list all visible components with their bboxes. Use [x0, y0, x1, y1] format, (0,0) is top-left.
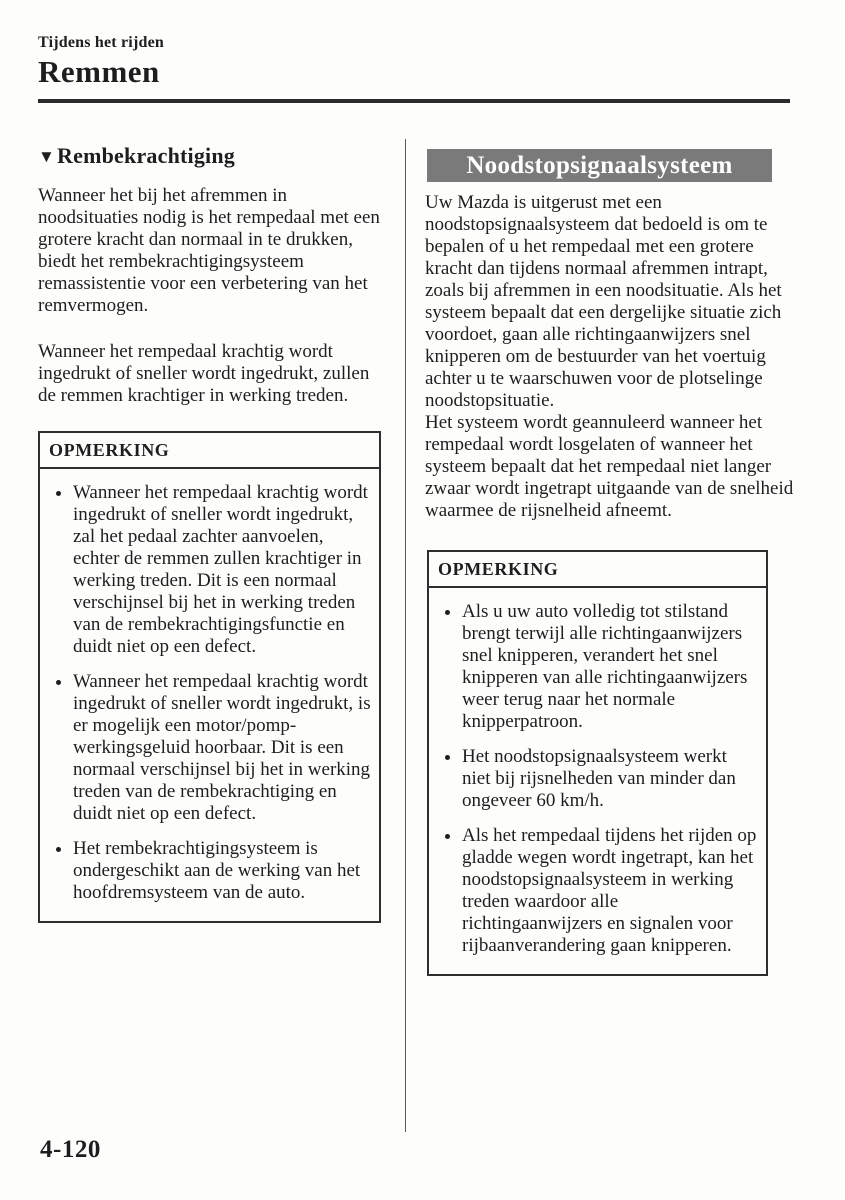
note-bullet: • Wanneer het rempedaal krachtig wordt ingedrukt of sneller wordt ingedrukt, zal het pedaal zachter aanvoelen, echter de remmen zullen krachtiger in werking treden. Dit is een normaal verschijnsel bij het in werking treden van de rembekrachtigingsfunctie en duidt niet op een defect. [73, 482, 371, 658]
note-bullet: • Als het rempedaal tijdens het rijden op gladde wegen wordt ingetrapt, kan het noodstopsignaalsysteem in werking treden waardoor alle richtingaanwijzers en signalen voor rijbaanverandering gaan knipperen. [462, 825, 758, 957]
right-note-title: OPMERKING [429, 552, 766, 588]
note-bullet: • Als u uw auto volledig tot stilstand brengt terwijl alle richtingaanwijzers snel knipperen, verandert het snel knipperen van alle richtingaanwijzers weer terug naar het normale knipperpatroon. [462, 601, 758, 733]
page-number: 4-120 [40, 1136, 101, 1163]
header-rule [38, 99, 790, 103]
left-paragraph-2: Wanneer het rempedaal krachtig wordt ingedrukt of sneller wordt ingedrukt, zullen de remmen krachtiger in werking treden. [38, 341, 370, 406]
right-note-body [429, 588, 766, 974]
right-paragraph-1: Uw Mazda is uitgerust met een noodstopsignaalsysteem dat bedoeld is om te bepalen of u het rempedaal met een grotere kracht dan tijdens normaal afremmen intrapt, zoals bij afremmen in een noodsituatie. Als het systeem bepaalt dat een dergelijke situatie zich voordoet, gaan alle richtingaanwijzers snel knipperen om de bestuurder van het voertuig achter u te waarschuwen voor de plotselinge noodstopsituatie. [425, 192, 782, 411]
left-column [38, 139, 390, 1132]
right-section-banner: Noodstopsignaalsysteem [427, 149, 772, 182]
left-note-list [44, 482, 371, 904]
note-bullet: • Het rembekrachtigingsysteem is ondergeschikt aan de werking van het hoofdremsysteem van de auto. [73, 838, 371, 904]
triangle-marker-icon: ▼ [38, 147, 56, 166]
left-section-heading-text: Rembekrachtiging [57, 143, 235, 168]
note-bullet: • Wanneer het rempedaal krachtig wordt ingedrukt of sneller wordt ingedrukt, is er mogelijk een motor/pomp-werkingsgeluid hoorbaar. Dit is een normaal verschijnsel bij het in werking treden van de rembekrachtiging en duidt niet op een defect. [73, 671, 371, 825]
page-title: Remmen [38, 54, 160, 89]
right-note-list [433, 601, 758, 957]
section-label: Tijdens het rijden [38, 34, 164, 51]
two-column-layout [38, 139, 807, 1132]
left-note-title: OPMERKING [40, 433, 379, 469]
left-note-body [40, 469, 379, 921]
right-paragraph-2: Het systeem wordt geannuleerd wanneer het rempedaal wordt losgelaten of wanneer het systeem bepaalt dat het rempedaal niet langer zwaar wordt ingetrapt uitgaande van de snelheid waarmee de rijsnelheid afneemt. [425, 412, 794, 521]
left-note-box [38, 431, 381, 923]
column-divider [405, 139, 406, 1132]
note-bullet: • Het noodstopsignaalsysteem werkt niet bij rijsnelheden van minder dan ongeveer 60 km/h. [462, 746, 758, 812]
right-column [425, 139, 805, 1132]
left-paragraph-1: Wanneer het bij het afremmen in noodsituaties nodig is het rempedaal met een grotere kracht dan normaal in te drukken, biedt het rembekrachtigingsysteem remassistentie voor een verbetering van het remvermogen. [38, 185, 380, 316]
right-note-box [427, 550, 768, 976]
left-section-heading [38, 143, 390, 169]
